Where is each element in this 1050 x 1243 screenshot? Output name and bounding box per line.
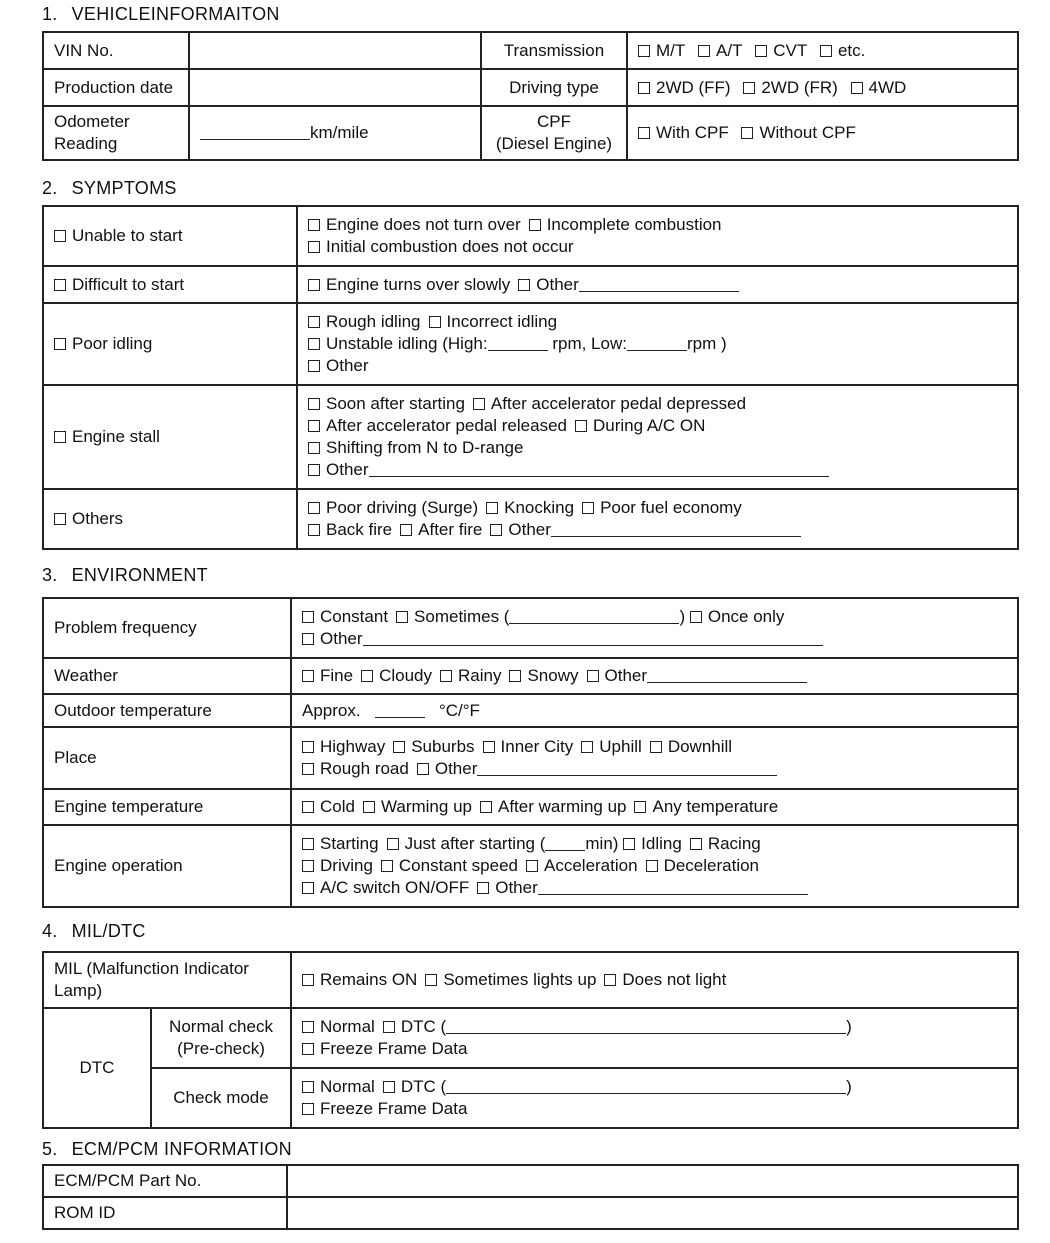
check-mode-label: Check mode <box>151 1068 291 1128</box>
checkbox-at[interactable] <box>698 45 710 57</box>
operation-other-blank[interactable] <box>538 880 808 895</box>
checkbox-acceleration[interactable] <box>526 860 538 872</box>
checkbox-idling[interactable] <box>623 838 635 850</box>
checkbox-soon-after-starting[interactable] <box>308 398 320 410</box>
checkbox-etc[interactable] <box>820 45 832 57</box>
place-other-blank[interactable] <box>477 761 777 776</box>
checkbox-2wd-fr[interactable] <box>743 82 755 94</box>
odometer-field[interactable]: km/mile <box>189 106 481 160</box>
checkbox-does-not-light[interactable] <box>604 974 616 986</box>
checkbox-checkmode-normal[interactable] <box>302 1081 314 1093</box>
checkbox-incomplete-combustion[interactable] <box>529 219 541 231</box>
checkbox-checkmode-dtc[interactable] <box>383 1081 395 1093</box>
checkbox-others[interactable] <box>54 513 66 525</box>
rpm-high-blank[interactable] <box>488 336 548 351</box>
checkbox-freq-other[interactable] <box>302 633 314 645</box>
checkbox-just-after-starting[interactable] <box>387 838 399 850</box>
place-label: Place <box>43 727 291 789</box>
checkbox-precheck-dtc[interactable] <box>383 1021 395 1033</box>
checkbox-rough-road[interactable] <box>302 763 314 775</box>
section-title-environment: 3. ENVIRONMENT <box>42 565 208 585</box>
checkbox-weather-other[interactable] <box>587 670 599 682</box>
mil-dtc-table: MIL (Malfunction Indicator Lamp) Remains ON Sometimes lights up Does not light DTC Normal check (Pre-check) Normal DTC ( ) Freeze Frame Data Check mode Normal DTC ( ) Freeze Frame Data <box>42 951 1019 1129</box>
checkbox-remains-on[interactable] <box>302 974 314 986</box>
checkbox-sometimes-lights[interactable] <box>425 974 437 986</box>
environment-table: Problem frequency Constant Sometimes ( ) Once only Other Weather Fine Cloudy Rainy Snowy Other Outdoor temperature Approx. °C/°F Place Highway Suburbs Inner City Uphill Downhill Rough road Other Engine temperature Cold Warming up After warming up Any temperature Engine operation Starting Just after starting ( min) Idling Racing Driving Constant speed Acceleration Deceleration A/C switch ON/OFF Other <box>42 597 1019 908</box>
production-date-field[interactable] <box>189 69 481 106</box>
weather-label: Weather <box>43 658 291 694</box>
checkbox-driving[interactable] <box>302 860 314 872</box>
checkbox-cold[interactable] <box>302 801 314 813</box>
checkbox-with-cpf[interactable] <box>638 127 650 139</box>
checkbox-operation-other[interactable] <box>477 882 489 894</box>
checkbox-without-cpf[interactable] <box>741 127 753 139</box>
stall-other-blank[interactable] <box>369 462 829 477</box>
checkbox-checkmode-freeze[interactable] <box>302 1103 314 1115</box>
rom-id-field[interactable] <box>287 1197 1018 1229</box>
engine-operation-label: Engine operation <box>43 825 291 907</box>
symptom-engine-stall: Engine stall <box>43 385 297 489</box>
checkbox-during-ac-on[interactable] <box>575 420 587 432</box>
precheck-dtc-blank[interactable] <box>446 1019 846 1034</box>
checkbox-turns-over-slowly[interactable] <box>308 279 320 291</box>
vin-label: VIN No. <box>43 32 189 69</box>
outdoor-temp-label: Outdoor temperature <box>43 694 291 727</box>
checkbox-poor-idling[interactable] <box>54 338 66 350</box>
checkbox-any-temperature[interactable] <box>634 801 646 813</box>
checkbox-back-fire[interactable] <box>308 524 320 536</box>
dtc-label: DTC <box>43 1008 151 1128</box>
driving-type-label: Driving type <box>481 69 627 106</box>
checkbox-precheck-normal[interactable] <box>302 1021 314 1033</box>
checkmode-dtc-blank[interactable] <box>446 1079 846 1094</box>
checkbox-knocking[interactable] <box>486 502 498 514</box>
checkbox-once-only[interactable] <box>690 611 702 623</box>
checkbox-pedal-released[interactable] <box>308 420 320 432</box>
part-no-field[interactable] <box>287 1165 1018 1197</box>
checkbox-unstable-idling[interactable] <box>308 338 320 350</box>
checkbox-warming-up[interactable] <box>363 801 375 813</box>
symptom-unable-to-start: Unable to start <box>43 206 297 266</box>
sometimes-blank[interactable] <box>509 609 679 624</box>
checkbox-poor-fuel-economy[interactable] <box>582 502 594 514</box>
checkbox-4wd[interactable] <box>851 82 863 94</box>
ecm-pcm-table <box>42 1164 1019 1230</box>
symptoms-table: Unable to start Engine does not turn over Incomplete combustion Initial combustion does not occur Difficult to start Engine turns over slowly Other Poor idling Rough idling Incorrect idling Unstable idling (High: rpm, Low: rpm ) Other Engine stall Soon after starting After accelerator pedal depressed After accelerator pedal released During A/C ON Shifting from N to D-range Other Others Poor driving (Surge) Knocking Poor fuel economy Back fire After fire Other <box>42 205 1019 550</box>
checkbox-racing[interactable] <box>690 838 702 850</box>
odometer-label: Odometer Reading <box>43 106 189 160</box>
part-no-label: ECM/PCM Part No. <box>43 1165 287 1197</box>
checkbox-poor-driving[interactable] <box>308 502 320 514</box>
rpm-low-blank[interactable] <box>627 336 687 351</box>
checkbox-deceleration[interactable] <box>646 860 658 872</box>
checkbox-highway[interactable] <box>302 741 314 753</box>
checkbox-starting[interactable] <box>302 838 314 850</box>
checkbox-uphill[interactable] <box>581 741 593 753</box>
cpf-options: With CPF Without CPF <box>627 106 1018 160</box>
symptom-difficult-to-start: Difficult to start <box>43 266 297 303</box>
production-date-label: Production date <box>43 69 189 106</box>
difficult-other-blank[interactable] <box>579 277 739 292</box>
checkbox-suburbs[interactable] <box>393 741 405 753</box>
checkbox-rough-idling[interactable] <box>308 316 320 328</box>
checkbox-place-other[interactable] <box>417 763 429 775</box>
checkbox-precheck-freeze[interactable] <box>302 1043 314 1055</box>
section-title-ecm-pcm: 5. ECM/PCM INFORMATION <box>42 1139 292 1159</box>
checkbox-cvt[interactable] <box>755 45 767 57</box>
checkbox-initial-combustion[interactable] <box>308 241 320 253</box>
checkbox-engine-stall[interactable] <box>54 431 66 443</box>
symptom-others: Others <box>43 489 297 549</box>
checkbox-idling-other[interactable] <box>308 360 320 372</box>
mil-label: MIL (Malfunction Indicator Lamp) <box>43 952 291 1008</box>
section-title-mil-dtc: 4. MIL/DTC <box>42 921 146 941</box>
checkbox-after-fire[interactable] <box>400 524 412 536</box>
odometer-blank[interactable] <box>200 125 310 140</box>
checkbox-stall-other[interactable] <box>308 464 320 476</box>
weather-other-blank[interactable] <box>647 668 807 683</box>
checkbox-ac-switch[interactable] <box>302 882 314 894</box>
vin-field[interactable] <box>189 32 481 69</box>
checkbox-unable-to-start[interactable] <box>54 230 66 242</box>
checkbox-not-turn-over[interactable] <box>308 219 320 231</box>
checkbox-constant[interactable] <box>302 611 314 623</box>
checkbox-difficult-to-start[interactable] <box>54 279 66 291</box>
checkbox-rainy[interactable] <box>440 670 452 682</box>
section-title-symptoms: 2. SYMPTOMS <box>42 178 177 198</box>
normal-check-label: Normal check (Pre-check) <box>151 1008 291 1068</box>
checkbox-incorrect-idling[interactable] <box>429 316 441 328</box>
minutes-blank[interactable] <box>545 836 585 851</box>
checkbox-shifting-n-d[interactable] <box>308 442 320 454</box>
checkbox-mt[interactable] <box>638 45 650 57</box>
checkbox-pedal-depressed[interactable] <box>473 398 485 410</box>
checkbox-after-warming-up[interactable] <box>480 801 492 813</box>
engine-temp-label: Engine temperature <box>43 789 291 825</box>
section-title-vehicle-info: 1. VEHICLEINFORMAITON <box>42 4 280 24</box>
vehicle-info-table <box>42 31 1019 161</box>
checkbox-fine[interactable] <box>302 670 314 682</box>
frequency-label: Problem frequency <box>43 598 291 658</box>
freq-other-blank[interactable] <box>363 631 823 646</box>
cpf-label: CPF (Diesel Engine) <box>481 106 627 160</box>
transmission-label: Transmission <box>481 32 627 69</box>
checkbox-snowy[interactable] <box>509 670 521 682</box>
checkbox-others-other[interactable] <box>490 524 502 536</box>
checkbox-inner-city[interactable] <box>483 741 495 753</box>
checkbox-cloudy[interactable] <box>361 670 373 682</box>
checkbox-sometimes[interactable] <box>396 611 408 623</box>
rom-id-label: ROM ID <box>43 1197 287 1229</box>
symptom-poor-idling: Poor idling <box>43 303 297 385</box>
others-other-blank[interactable] <box>551 522 801 537</box>
checkbox-2wd-ff[interactable] <box>638 82 650 94</box>
checkbox-downhill[interactable] <box>650 741 662 753</box>
transmission-options: M/T A/T CVT etc. <box>627 32 1018 69</box>
checkbox-constant-speed[interactable] <box>381 860 393 872</box>
checkbox-difficult-other[interactable] <box>518 279 530 291</box>
driving-type-options: 2WD (FF) 2WD (FR) 4WD <box>627 69 1018 106</box>
temperature-blank[interactable] <box>375 703 425 718</box>
